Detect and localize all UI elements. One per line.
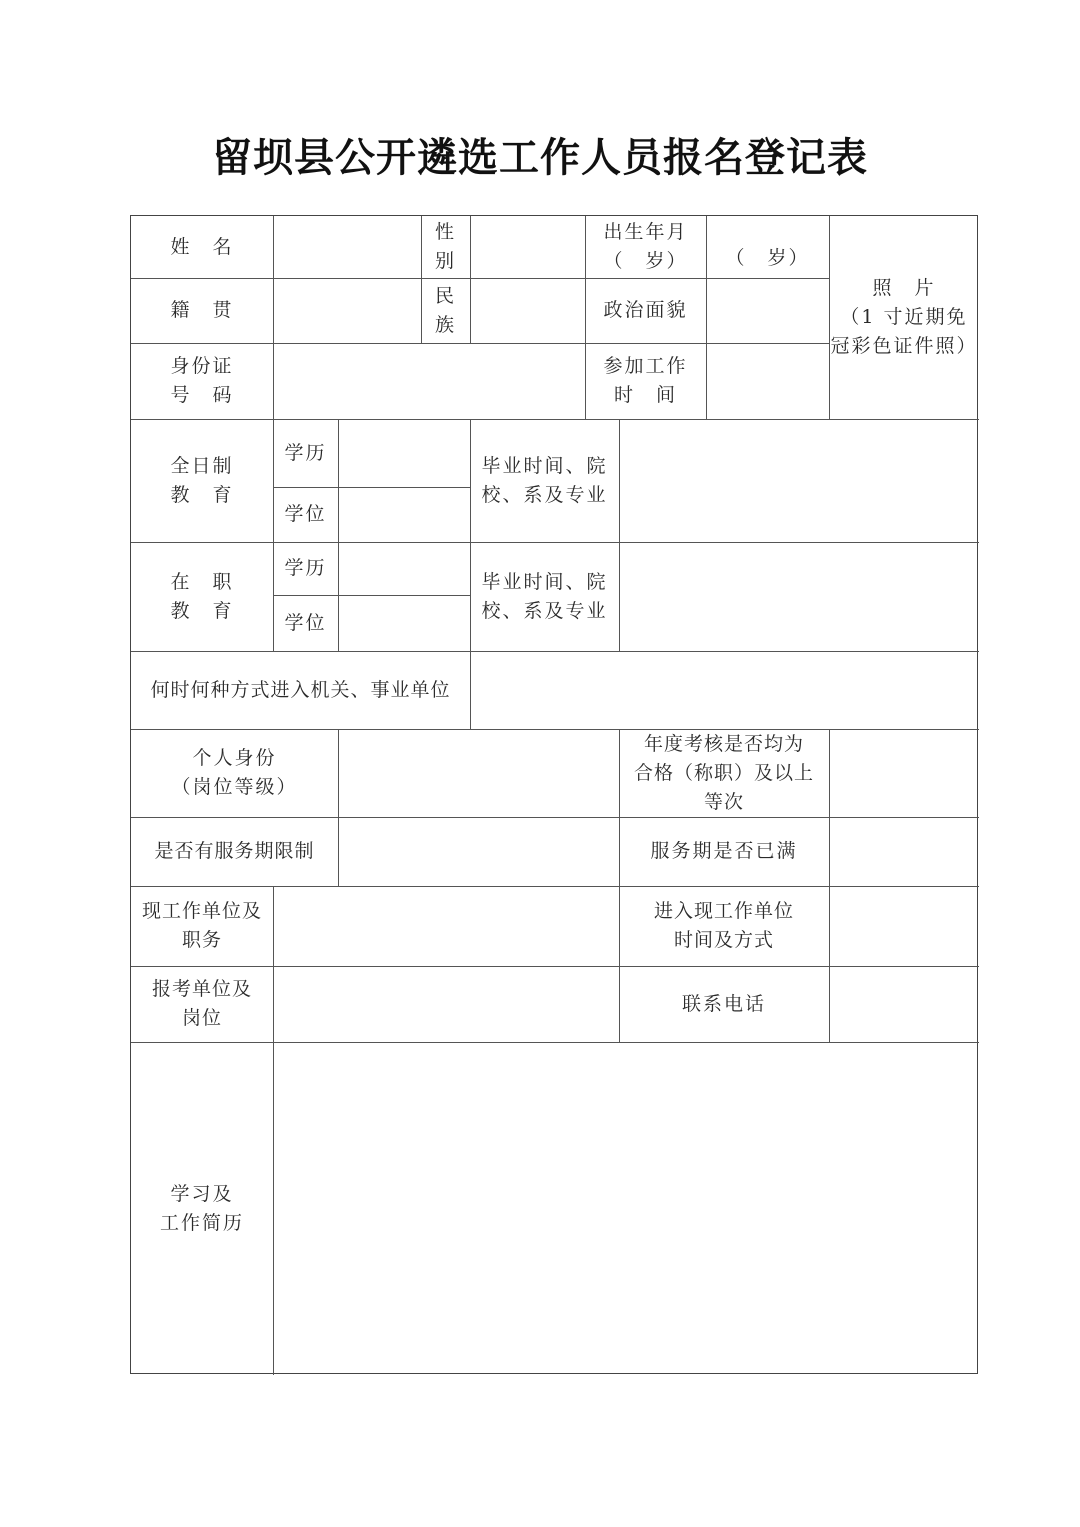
birth-date-field[interactable]: （ 岁） xyxy=(725,246,810,269)
ethnicity-field[interactable] xyxy=(470,278,585,343)
label-entry-method: 何时何种方式进入机关、事业单位 xyxy=(150,678,451,701)
label-degree: 学位 xyxy=(284,503,327,525)
label-degree-level: 学历 xyxy=(284,441,327,464)
graduation-info-field[interactable] xyxy=(619,419,979,542)
label-resume: 学习及 工作简历 xyxy=(159,1182,244,1234)
degree-field-2[interactable] xyxy=(338,595,470,651)
label-native-place: 籍 贯 xyxy=(170,299,234,321)
label-political-status: 政治面貌 xyxy=(603,299,688,321)
label-ethnicity: 民 族 xyxy=(434,284,456,336)
label-annual-review: 年度考核是否均为 合格（称职）及以上 等次 xyxy=(633,732,814,813)
degree-field[interactable] xyxy=(338,487,470,542)
label-graduation-info-2: 毕业时间、院 校、系及专业 xyxy=(481,570,608,622)
work-start-field[interactable] xyxy=(706,343,829,419)
label-service-complete: 服务期是否已满 xyxy=(650,840,798,862)
label-birth-date: 出生年月 （ 岁） xyxy=(603,221,688,272)
entry-method-field[interactable] xyxy=(470,651,979,729)
service-limit-field[interactable] xyxy=(338,817,619,886)
registration-form-table xyxy=(130,215,978,1374)
personal-identity-field[interactable] xyxy=(338,729,619,817)
label-work-start: 参加工作 时 间 xyxy=(603,355,688,406)
label-applied-unit: 报考单位及 岗位 xyxy=(151,978,252,1029)
resume-field[interactable] xyxy=(273,1042,979,1375)
service-complete-field[interactable] xyxy=(829,817,979,886)
name-field[interactable] xyxy=(273,216,421,278)
label-phone: 联系电话 xyxy=(681,992,766,1015)
label-service-limit: 是否有服务期限制 xyxy=(154,840,315,862)
label-fulltime-education: 全日制 教 育 xyxy=(170,454,234,506)
applied-unit-field[interactable] xyxy=(273,966,619,1042)
gender-field[interactable] xyxy=(470,216,585,278)
political-status-field[interactable] xyxy=(706,278,829,343)
graduation-info-field-2[interactable] xyxy=(619,542,979,651)
label-inservice-education: 在 职 教 育 xyxy=(170,570,234,622)
entry-time-method-field[interactable] xyxy=(829,886,979,966)
label-current-unit: 现工作单位及 职务 xyxy=(141,900,262,951)
label-personal-identity: 个人身份 （岗位等级） xyxy=(171,747,298,798)
label-gender: 性 别 xyxy=(434,221,456,272)
id-number-field[interactable] xyxy=(273,343,585,419)
native-place-field[interactable] xyxy=(273,278,421,343)
label-degree-2: 学位 xyxy=(284,611,327,634)
label-id-number: 身份证 号 码 xyxy=(170,355,234,406)
label-entry-time-method: 进入现工作单位 时间及方式 xyxy=(653,900,794,951)
degree-level-field-2[interactable] xyxy=(338,542,470,595)
degree-level-field[interactable] xyxy=(338,419,470,487)
label-degree-level-2: 学历 xyxy=(284,557,327,579)
photo-box[interactable]: 照 片 （1 寸近期免 冠彩色证件照） xyxy=(830,277,978,357)
current-unit-field[interactable] xyxy=(273,886,619,966)
phone-field[interactable] xyxy=(829,966,979,1042)
label-name: 姓 名 xyxy=(170,235,234,258)
annual-review-field[interactable] xyxy=(829,729,979,817)
label-graduation-info: 毕业时间、院 校、系及专业 xyxy=(481,454,608,506)
form-title: 留坝县公开遴选工作人员报名登记表 xyxy=(212,134,868,181)
